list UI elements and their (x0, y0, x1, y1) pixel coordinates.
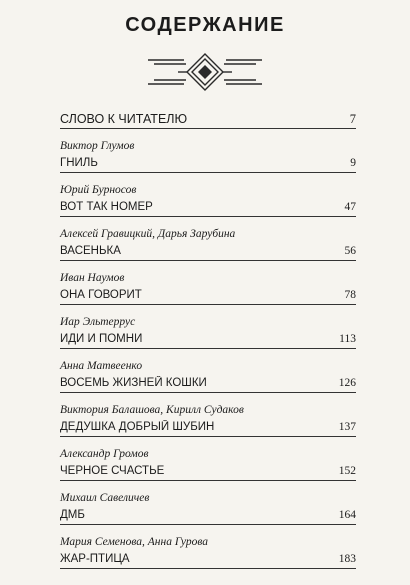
toc-entry-title: ЧЕРНОЕ СЧАСТЬЕ (60, 465, 165, 477)
toc-entry-row (60, 156, 356, 173)
toc-entry-page: 7 (349, 112, 356, 126)
toc-entry-title: ИДИ И ПОМНИ (60, 333, 143, 345)
toc-entry-title: ОНА ГОВОРИТ (60, 289, 142, 301)
toc-entry-title: СЛОВО К ЧИТАТЕЛЮ (60, 112, 188, 126)
toc-entry-author: Виктор Глумов (60, 140, 135, 152)
toc-entry-row (60, 112, 356, 129)
toc-entry[interactable] (60, 316, 356, 349)
toc-entry[interactable] (60, 228, 356, 261)
toc-entry-author: Виктория Балашова, Кирилл Судаков (60, 404, 244, 416)
toc-entry-page: 126 (338, 377, 356, 389)
toc-entry[interactable] (60, 112, 356, 129)
toc-entry-row (60, 288, 356, 305)
toc-entry-author: Иар Эльтеррус (60, 316, 136, 328)
toc-entry[interactable] (60, 184, 356, 217)
toc-entry-row (60, 244, 356, 261)
toc-entry[interactable] (60, 140, 356, 173)
toc-entry[interactable] (60, 448, 356, 481)
toc-entry-author: Анна Матвеенко (60, 360, 143, 372)
toc-entry-row (60, 552, 356, 569)
toc-entry-title: ВОТ ТАК НОМЕР (60, 201, 153, 213)
toc-entry[interactable] (60, 404, 356, 437)
toc-entry-row (60, 464, 356, 481)
toc-entry-title: ГНИЛЬ (60, 157, 98, 169)
toc-entry[interactable] (60, 536, 356, 569)
toc-entry-title: ЖАР-ПТИЦА (60, 553, 130, 565)
toc-entry-page: 113 (339, 333, 356, 345)
toc-entry-page: 164 (338, 509, 356, 521)
toc-entry-author: Михаил Савеличев (60, 492, 150, 504)
toc-entry-row (60, 376, 356, 393)
toc-entry-author: Юрий Бурносов (60, 184, 137, 196)
toc-entry-page: 183 (338, 553, 356, 565)
toc-entry-page: 152 (338, 465, 356, 477)
toc-entry-page: 78 (344, 289, 356, 301)
page-title: СОДЕРЖАНИЕ (125, 14, 285, 36)
toc-entry[interactable] (60, 360, 356, 393)
toc-entry-author: Алексей Гравицкий, Дарья Зарубина (60, 228, 236, 240)
toc-entry-author: Александр Громов (60, 448, 149, 460)
toc-entry-page: 9 (350, 157, 356, 169)
toc-entry-page: 137 (338, 421, 356, 433)
toc-entry-author: Иван Наумов (60, 272, 125, 284)
table-of-contents (60, 112, 356, 569)
toc-entry-title: ДМБ (60, 509, 85, 521)
toc-entry-row (60, 332, 356, 349)
toc-entry-page: 47 (344, 201, 356, 213)
toc-entry-title: ВОСЕМЬ ЖИЗНЕЙ КОШКИ (60, 377, 207, 389)
toc-entry-author: Мария Семенова, Анна Гурова (60, 536, 208, 548)
toc-entry-page: 56 (344, 245, 356, 257)
toc-entry-row (60, 200, 356, 217)
toc-entry[interactable] (60, 272, 356, 305)
decorative-ornament-icon (140, 50, 270, 94)
toc-entry-title: ДЕДУШКА ДОБРЫЙ ШУБИН (60, 421, 215, 433)
toc-entry-title: ВАСЕНЬКА (60, 245, 121, 257)
toc-entry-row (60, 508, 356, 525)
toc-entry-row (60, 420, 356, 437)
toc-entry[interactable] (60, 492, 356, 525)
